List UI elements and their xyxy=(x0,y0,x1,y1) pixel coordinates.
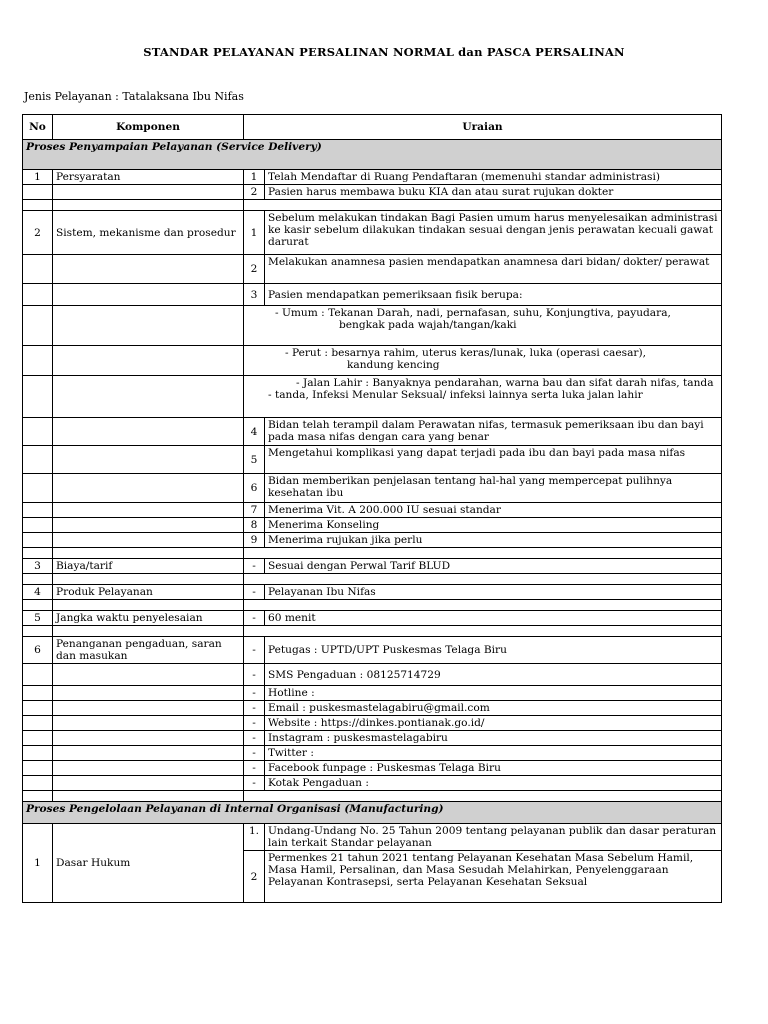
row-komponen: Persyaratan xyxy=(53,170,244,185)
empty-cell xyxy=(53,185,244,200)
item-text: Menerima rujukan jika perlu xyxy=(265,533,722,548)
empty-cell xyxy=(23,761,53,776)
empty-cell xyxy=(53,306,244,346)
item-dash: - xyxy=(244,701,265,716)
table-row xyxy=(23,284,722,306)
empty-cell xyxy=(53,446,244,474)
section-service-delivery: Proses Penyampaian Pelayanan (Service Delivery) xyxy=(23,140,722,170)
table-row xyxy=(23,664,722,686)
item-number: 2 xyxy=(244,851,265,903)
item-dash: - xyxy=(244,637,265,664)
header-no: No xyxy=(23,115,53,140)
empty-cell xyxy=(53,255,244,284)
empty-cell xyxy=(53,716,244,731)
item-number: 1 xyxy=(244,211,265,255)
empty-cell xyxy=(23,746,53,761)
blank-row xyxy=(23,791,722,802)
item-dash: - xyxy=(244,611,265,626)
item-number: 1. xyxy=(244,824,265,851)
empty-cell xyxy=(53,503,244,518)
item-text: 60 menit xyxy=(265,611,722,626)
row-komponen: Biaya/tarif xyxy=(53,559,244,574)
table-row xyxy=(23,776,722,791)
empty-cell xyxy=(53,746,244,761)
empty-cell xyxy=(53,776,244,791)
item-text: Hotline : xyxy=(265,686,722,701)
item-text: Pasien harus membawa buku KIA dan atau surat rujukan dokter xyxy=(265,185,722,200)
row-no: 4 xyxy=(23,585,53,600)
row-komponen: Jangka waktu penyelesaian xyxy=(53,611,244,626)
item-text: Sesuai dengan Perwal Tarif BLUD xyxy=(265,559,722,574)
exam-jalan-lahir: - Jalan Lahir : Banyaknya pendarahan, warna bau dan sifat darah nifas, tanda - tanda, Infeksi Menular Seksual/ infeksi lainnya serta luka jalan lahir xyxy=(268,377,714,401)
empty-cell xyxy=(53,761,244,776)
item-text: Undang-Undang No. 25 Tahun 2009 tentang pelayanan publik dan dasar peraturan lain terkait Standar pelayanan xyxy=(265,824,722,851)
document-title: STANDAR PELAYANAN PERSALINAN NORMAL dan PASCA PERSALINAN xyxy=(143,45,625,59)
item-text: Twitter : xyxy=(265,746,722,761)
table-row xyxy=(23,746,722,761)
empty-cell xyxy=(23,776,53,791)
service-type: Jenis Pelayanan : Tatalaksana Ibu Nifas xyxy=(24,90,244,103)
empty-cell xyxy=(53,376,244,418)
table-row xyxy=(23,761,722,776)
item-number: 2 xyxy=(244,255,265,284)
table-row xyxy=(23,418,722,446)
table-row xyxy=(23,503,722,518)
exam-umum-cont: bengkak pada wajah/tangan/kaki xyxy=(339,319,517,331)
row-komponen: Sistem, mekanisme dan prosedur xyxy=(53,211,244,255)
row-no: 3 xyxy=(23,559,53,574)
empty-cell xyxy=(23,255,53,284)
row-no: 1 xyxy=(23,824,53,903)
item-dash: - xyxy=(244,686,265,701)
item-text xyxy=(244,346,722,376)
item-number: 2 xyxy=(244,185,265,200)
blank-row xyxy=(23,626,722,637)
table-row xyxy=(23,376,722,418)
item-text: Website : https://dinkes.pontianak.go.id/ xyxy=(265,716,722,731)
table-row xyxy=(23,346,722,376)
item-dash: - xyxy=(244,776,265,791)
standard-table xyxy=(22,114,722,903)
empty-cell xyxy=(53,284,244,306)
empty-cell xyxy=(53,474,244,503)
blank-row xyxy=(23,548,722,559)
table-row xyxy=(23,446,722,474)
table-row xyxy=(23,559,722,574)
exam-umum: - Umum : Tekanan Darah, nadi, pernafasan, suhu, Konjungtiva, payudara, xyxy=(275,307,671,319)
empty-cell xyxy=(53,418,244,446)
empty-cell xyxy=(23,701,53,716)
item-text: Email : puskesmastelagabiru@gmail.com xyxy=(265,701,722,716)
empty-cell xyxy=(23,185,53,200)
item-text: Facebook funpage : Puskesmas Telaga Biru xyxy=(265,761,722,776)
empty-cell xyxy=(23,284,53,306)
section-row xyxy=(23,140,722,170)
empty-cell xyxy=(53,731,244,746)
empty-cell xyxy=(23,731,53,746)
item-text: Petugas : UPTD/UPT Puskesmas Telaga Biru xyxy=(265,637,722,664)
item-number: 9 xyxy=(244,533,265,548)
item-dash: - xyxy=(244,716,265,731)
table-row xyxy=(23,185,722,200)
table-row xyxy=(23,716,722,731)
item-text: SMS Pengaduan : 08125714729 xyxy=(265,664,722,686)
empty-cell xyxy=(23,474,53,503)
row-no: 6 xyxy=(23,637,53,664)
row-komponen: Penanganan pengaduan, saran dan masukan xyxy=(53,637,244,664)
item-text: Menerima Konseling xyxy=(265,518,722,533)
empty-cell xyxy=(23,686,53,701)
item-number: 3 xyxy=(244,284,265,306)
item-dash: - xyxy=(244,746,265,761)
empty-cell xyxy=(23,518,53,533)
row-no: 5 xyxy=(23,611,53,626)
row-komponen: Dasar Hukum xyxy=(53,824,244,903)
section-row xyxy=(23,802,722,824)
empty-cell xyxy=(23,306,53,346)
table-row xyxy=(23,533,722,548)
table-row xyxy=(23,474,722,503)
empty-cell xyxy=(23,503,53,518)
item-text: Melakukan anamnesa pasien mendapatkan anamnesa dari bidan/ dokter/ perawat xyxy=(265,255,722,284)
item-text: Mengetahui komplikasi yang dapat terjadi pada ibu dan bayi pada masa nifas xyxy=(265,446,722,474)
empty-cell xyxy=(23,664,53,686)
item-dash: - xyxy=(244,731,265,746)
table-header xyxy=(23,115,722,140)
table-row xyxy=(23,686,722,701)
item-number: 7 xyxy=(244,503,265,518)
item-number: 6 xyxy=(244,474,265,503)
table-row xyxy=(23,731,722,746)
item-text: Pelayanan Ibu Nifas xyxy=(265,585,722,600)
item-text: Menerima Vit. A 200.000 IU sesuai standar xyxy=(265,503,722,518)
table-row xyxy=(23,611,722,626)
item-dash: - xyxy=(244,664,265,686)
exam-perut: - Perut : besarnya rahim, uterus keras/lunak, luka (operasi caesar), xyxy=(285,347,646,359)
item-text: Pasien mendapatkan pemeriksaan fisik berupa: xyxy=(265,284,722,306)
empty-cell xyxy=(23,716,53,731)
table-row xyxy=(23,518,722,533)
row-komponen: Produk Pelayanan xyxy=(53,585,244,600)
item-number: 8 xyxy=(244,518,265,533)
row-no: 2 xyxy=(23,211,53,255)
row-no: 1 xyxy=(23,170,53,185)
table-row xyxy=(23,211,722,255)
header-uraian: Uraian xyxy=(244,115,722,140)
table-row xyxy=(23,637,722,664)
blank-row xyxy=(23,574,722,585)
item-number: 1 xyxy=(244,170,265,185)
item-text: Sebelum melakukan tindakan Bagi Pasien umum harus menyelesaikan administrasi ke kasir sebelum dilakukan tindakan sesuai dengan jenis perawatan kecuali gawat darurat xyxy=(265,211,722,255)
empty-cell xyxy=(53,701,244,716)
empty-cell xyxy=(53,533,244,548)
item-dash: - xyxy=(244,585,265,600)
table-row xyxy=(23,255,722,284)
exam-perut-cont: kandung kencing xyxy=(347,359,440,371)
item-text: Permenkes 21 tahun 2021 tentang Pelayanan Kesehatan Masa Sebelum Hamil, Masa Hamil, Persalinan, dan Masa Sesudah Melahirkan, Penyelenggaraan Pelayanan Kontrasepsi, serta Pelayanan Kesehatan Seksual xyxy=(265,851,722,903)
table-row xyxy=(23,824,722,851)
item-dash: - xyxy=(244,761,265,776)
blank-row xyxy=(23,600,722,611)
table-row xyxy=(23,701,722,716)
empty-cell xyxy=(53,686,244,701)
header-komponen: Komponen xyxy=(53,115,244,140)
blank-row xyxy=(23,200,722,211)
empty-cell xyxy=(23,418,53,446)
empty-cell xyxy=(23,376,53,418)
empty-cell xyxy=(23,533,53,548)
item-text: Telah Mendaftar di Ruang Pendaftaran (memenuhi standar administrasi) xyxy=(265,170,722,185)
item-dash: - xyxy=(244,559,265,574)
table-row xyxy=(23,585,722,600)
item-text: Kotak Pengaduan : xyxy=(265,776,722,791)
item-text: Instagram : puskesmastelagabiru xyxy=(265,731,722,746)
item-number: 5 xyxy=(244,446,265,474)
item-text xyxy=(244,376,722,418)
empty-cell xyxy=(53,346,244,376)
table-row xyxy=(23,170,722,185)
section-manufacturing: Proses Pengelolaan Pelayanan di Internal Organisasi (Manufacturing) xyxy=(23,802,722,824)
item-text: Bidan telah terampil dalam Perawatan nifas, termasuk pemeriksaan ibu dan bayi pada masa nifas dengan cara yang benar xyxy=(265,418,722,446)
empty-cell xyxy=(53,518,244,533)
empty-cell xyxy=(53,664,244,686)
item-text: Bidan memberikan penjelasan tentang hal-hal yang mempercepat pulihnya kesehatan ibu xyxy=(265,474,722,503)
item-text xyxy=(244,306,722,346)
empty-cell xyxy=(23,446,53,474)
table-row xyxy=(23,306,722,346)
item-number: 4 xyxy=(244,418,265,446)
empty-cell xyxy=(23,346,53,376)
